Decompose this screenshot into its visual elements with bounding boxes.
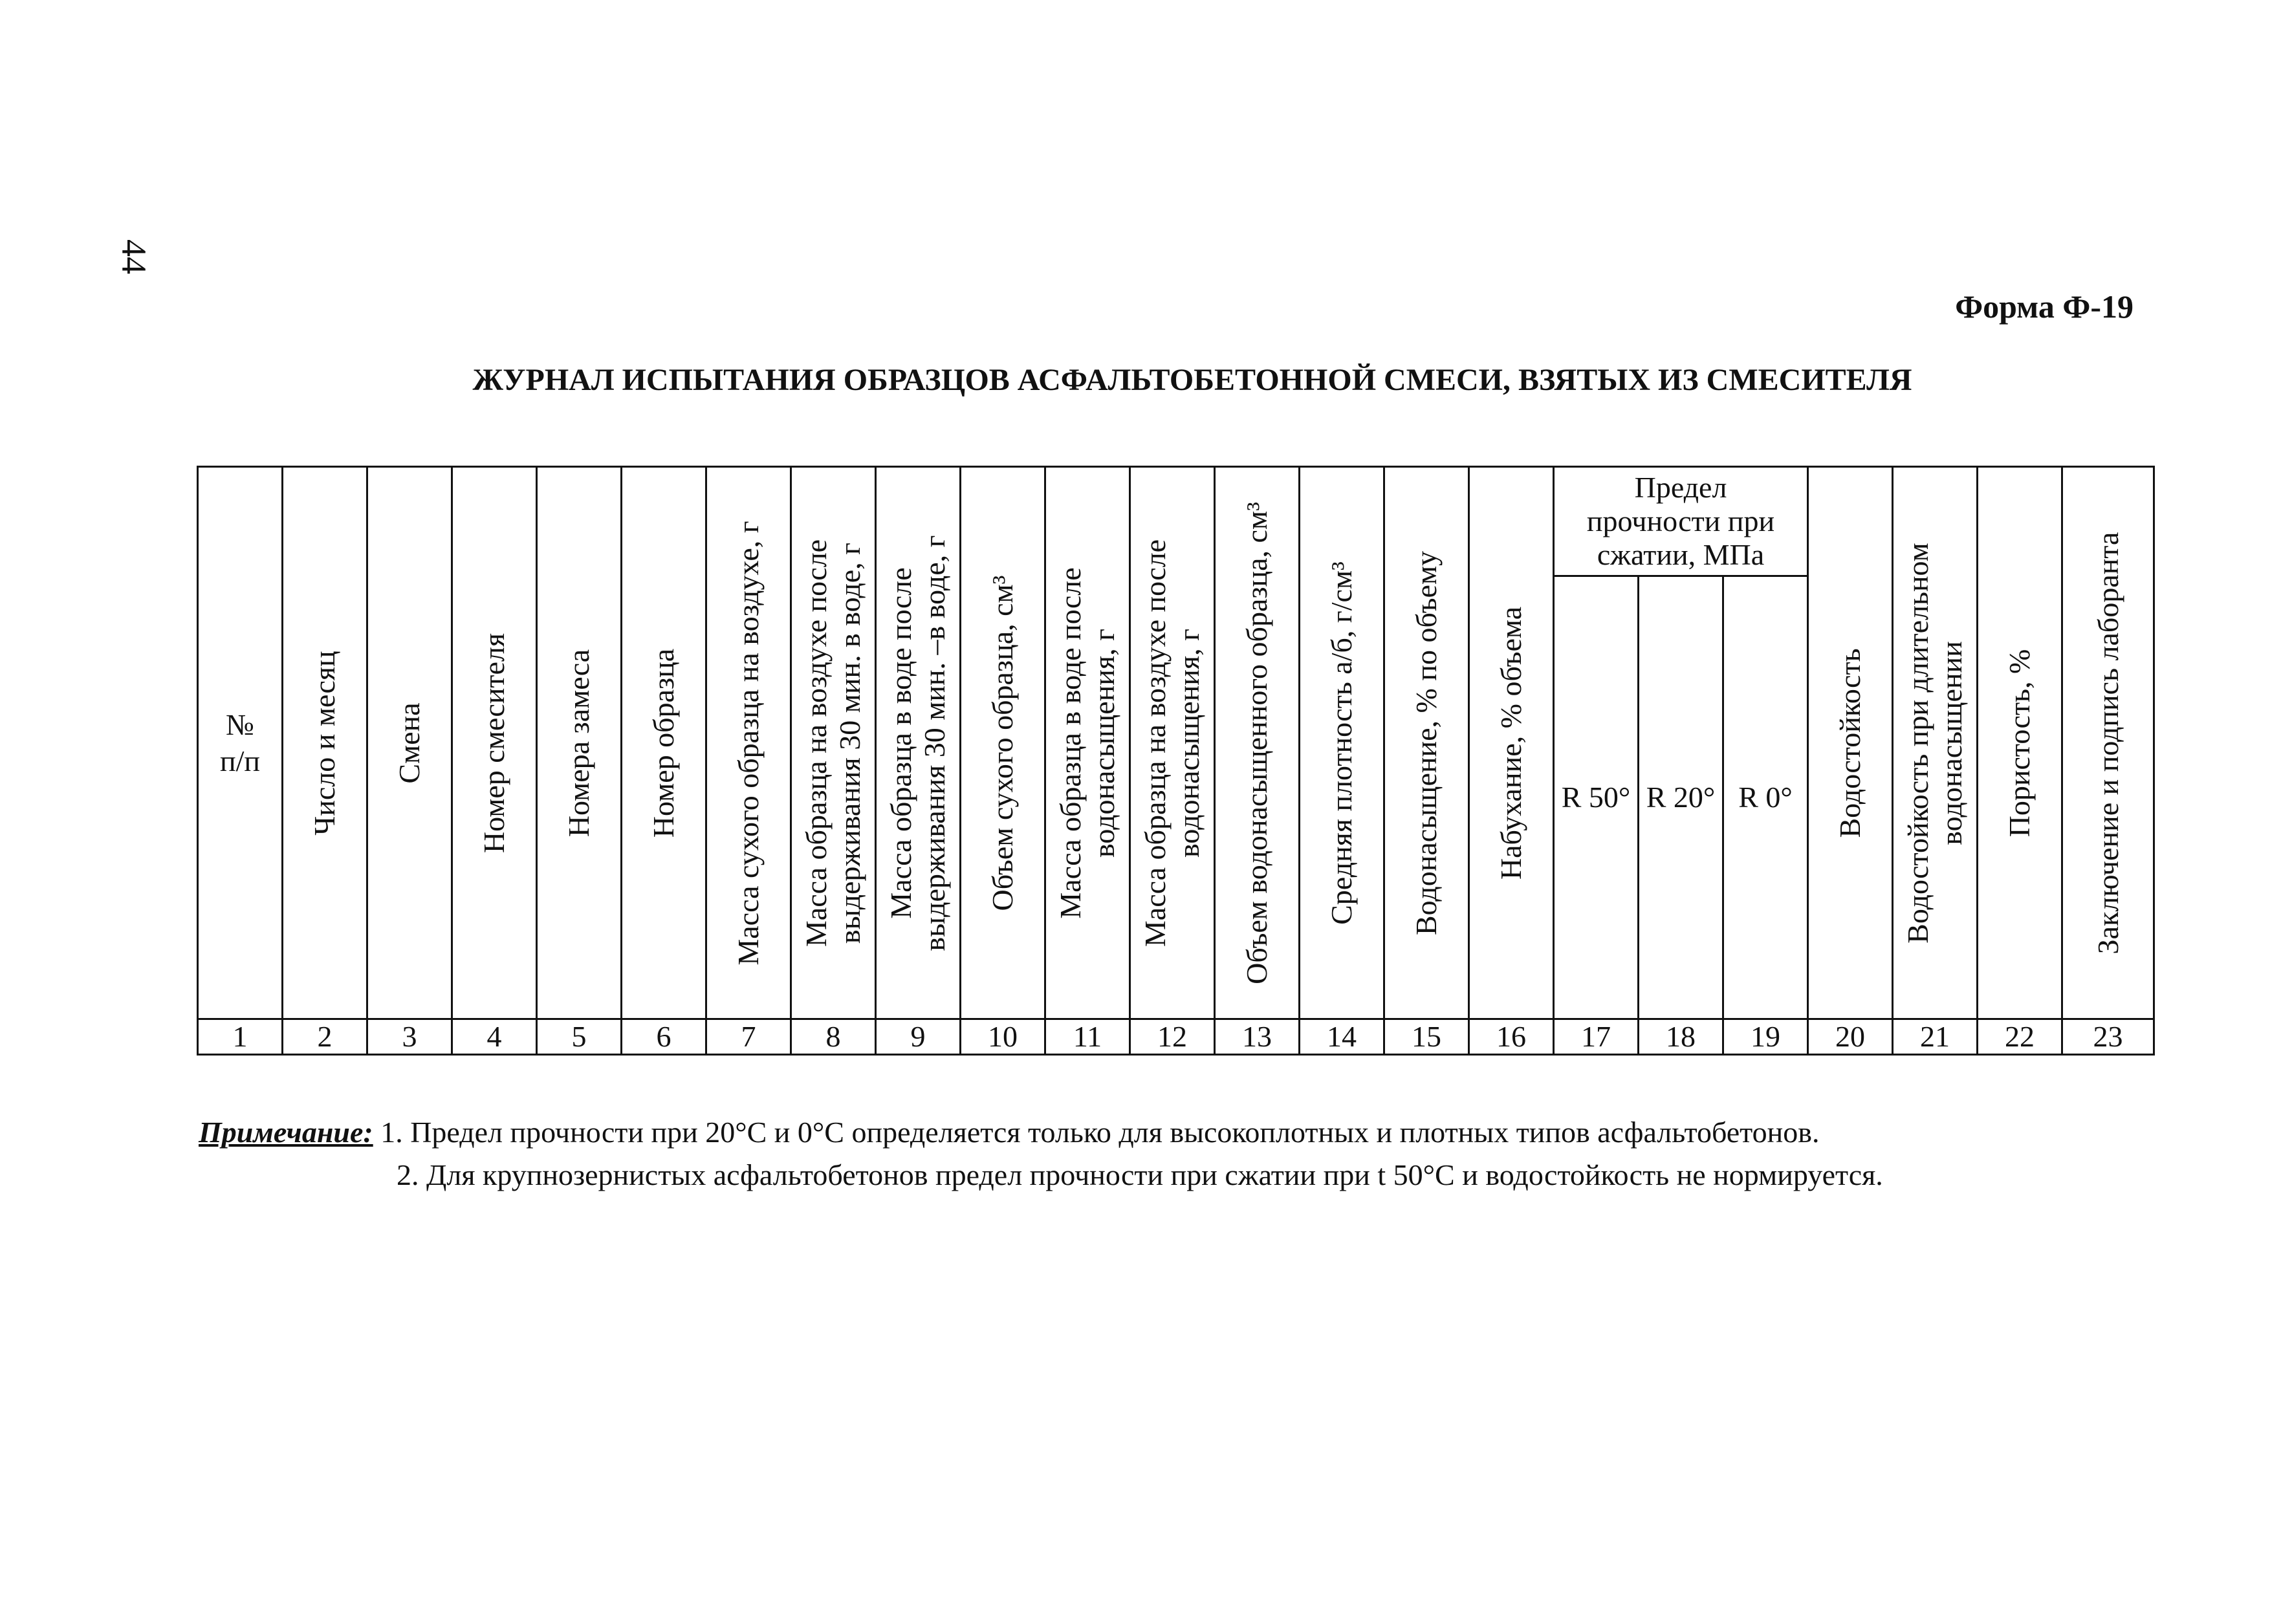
header-mass-water-saturated (1045, 467, 1130, 1019)
header-dry-volume (961, 467, 1045, 1019)
header-sample-number (622, 467, 706, 1019)
header-avg-density-label: Средняя плотность а/б, г/см³ (1325, 561, 1359, 925)
header-date (283, 467, 367, 1019)
header-porosity (1978, 467, 2062, 1019)
column-number: 13 (1215, 1019, 1300, 1055)
header-conclusion-signature (2062, 467, 2154, 1019)
header-water-resistance-label: Водостойкость (1833, 647, 1867, 838)
column-number: 15 (1384, 1019, 1469, 1055)
header-npp-label: № п/п (219, 708, 260, 777)
header-mass-air-after-water-label: Масса образца на воздухе после выдерживания 30 мин. в воде, г (800, 539, 866, 947)
column-number: 5 (537, 1019, 622, 1055)
header-mass-water-saturated-label: Масса образца в воде после водонасыщения, г (1054, 567, 1120, 919)
header-water-saturation (1384, 467, 1469, 1019)
header-dry-volume-label: Объем сухого образца, см³ (986, 575, 1020, 911)
column-number: 11 (1045, 1019, 1130, 1055)
header-mass-air-saturated-label: Масса образца на воздухе после водонасыщения, г (1139, 539, 1205, 947)
page-number: 44 (115, 239, 153, 274)
column-number: 2 (283, 1019, 367, 1055)
header-swelling (1469, 467, 1554, 1019)
header-sample-number-label: Номер образца (647, 648, 681, 838)
column-number: 21 (1893, 1019, 1978, 1055)
header-strength-group (1554, 467, 1808, 576)
header-npp (198, 467, 283, 1019)
header-saturated-volume (1215, 467, 1300, 1019)
form-label: Форма Ф-19 (1955, 288, 2134, 325)
note-item-2: 2. Для крупнозернистых асфальтобетонов предел прочности при сжатии при t 50°С и водостойкость не нормируется. (397, 1158, 1883, 1191)
header-mixer-number-label: Номер смесителя (477, 633, 511, 853)
column-numbers-row (198, 1019, 2154, 1055)
header-swelling-label: Набухание, % объема (1494, 606, 1528, 880)
header-water-saturation-label: Водонасыщение, % по объему (1410, 550, 1443, 935)
header-batch-numbers-label: Номера замеса (562, 649, 596, 837)
column-number: 22 (1978, 1019, 2062, 1055)
header-shift (367, 467, 452, 1019)
column-number: 6 (622, 1019, 706, 1055)
column-number: 1 (198, 1019, 283, 1055)
header-r0: R 0° (1723, 576, 1808, 1019)
column-number: 12 (1130, 1019, 1215, 1055)
header-dry-mass-air (706, 467, 791, 1019)
header-mass-air-saturated (1130, 467, 1215, 1019)
header-mass-in-water-label: Масса образца в воде после выдерживания 30 мин. –в воде, г (884, 534, 951, 951)
note-label: Примечание: (199, 1116, 373, 1149)
column-number: 3 (367, 1019, 452, 1055)
column-number: 14 (1300, 1019, 1384, 1055)
note-line-2 (199, 1154, 1883, 1196)
header-r20: R 20° (1639, 576, 1723, 1019)
header-avg-density (1300, 467, 1384, 1019)
header-dry-mass-air-label: Масса сухого образца на воздухе, г (732, 520, 765, 966)
header-long-water-resistance (1893, 467, 1978, 1019)
header-strength-group-label: Предел прочности при сжатии, МПа (1586, 471, 1775, 571)
header-batch-numbers (537, 467, 622, 1019)
note-item-1: 1. Предел прочности при 20°С и 0°С определяется только для высокоплотных и плотных типов асфальтобетонов. (380, 1116, 1820, 1149)
header-date-label: Число и месяц (308, 650, 342, 836)
column-number: 19 (1723, 1019, 1808, 1055)
header-mass-air-after-water (791, 467, 876, 1019)
header-water-resistance (1808, 467, 1893, 1019)
header-conclusion-signature-label: Заключение и подпись лаборанта (2091, 532, 2124, 954)
column-number: 7 (706, 1019, 791, 1055)
column-number: 23 (2062, 1019, 2154, 1055)
column-number: 4 (452, 1019, 537, 1055)
column-number: 10 (961, 1019, 1045, 1055)
column-number: 9 (876, 1019, 961, 1055)
header-saturated-volume-label: Объем водонасыщенного образца, см³ (1240, 501, 1274, 984)
note-block (199, 1111, 1883, 1196)
document-title: ЖУРНАЛ ИСПЫТАНИЯ ОБРАЗЦОВ АСФАЛЬТОБЕТОННОЙ СМЕСИ, ВЗЯТЫХ ИЗ СМЕСИТЕЛЯ (472, 363, 1912, 397)
header-long-water-resistance-label: Водостойкость при длительном водонасыщении (1901, 542, 1969, 944)
column-number: 8 (791, 1019, 876, 1055)
header-shift-label: Смена (393, 702, 426, 784)
header-mass-in-water (876, 467, 961, 1019)
journal-table (197, 466, 2155, 1056)
header-porosity-label: Пористость, % (2003, 649, 2036, 837)
note-line-1 (199, 1111, 1883, 1154)
column-number: 17 (1554, 1019, 1639, 1055)
header-r50: R 50° (1554, 576, 1639, 1019)
column-number: 20 (1808, 1019, 1893, 1055)
header-mixer-number (452, 467, 537, 1019)
column-number: 16 (1469, 1019, 1554, 1055)
column-number: 18 (1639, 1019, 1723, 1055)
